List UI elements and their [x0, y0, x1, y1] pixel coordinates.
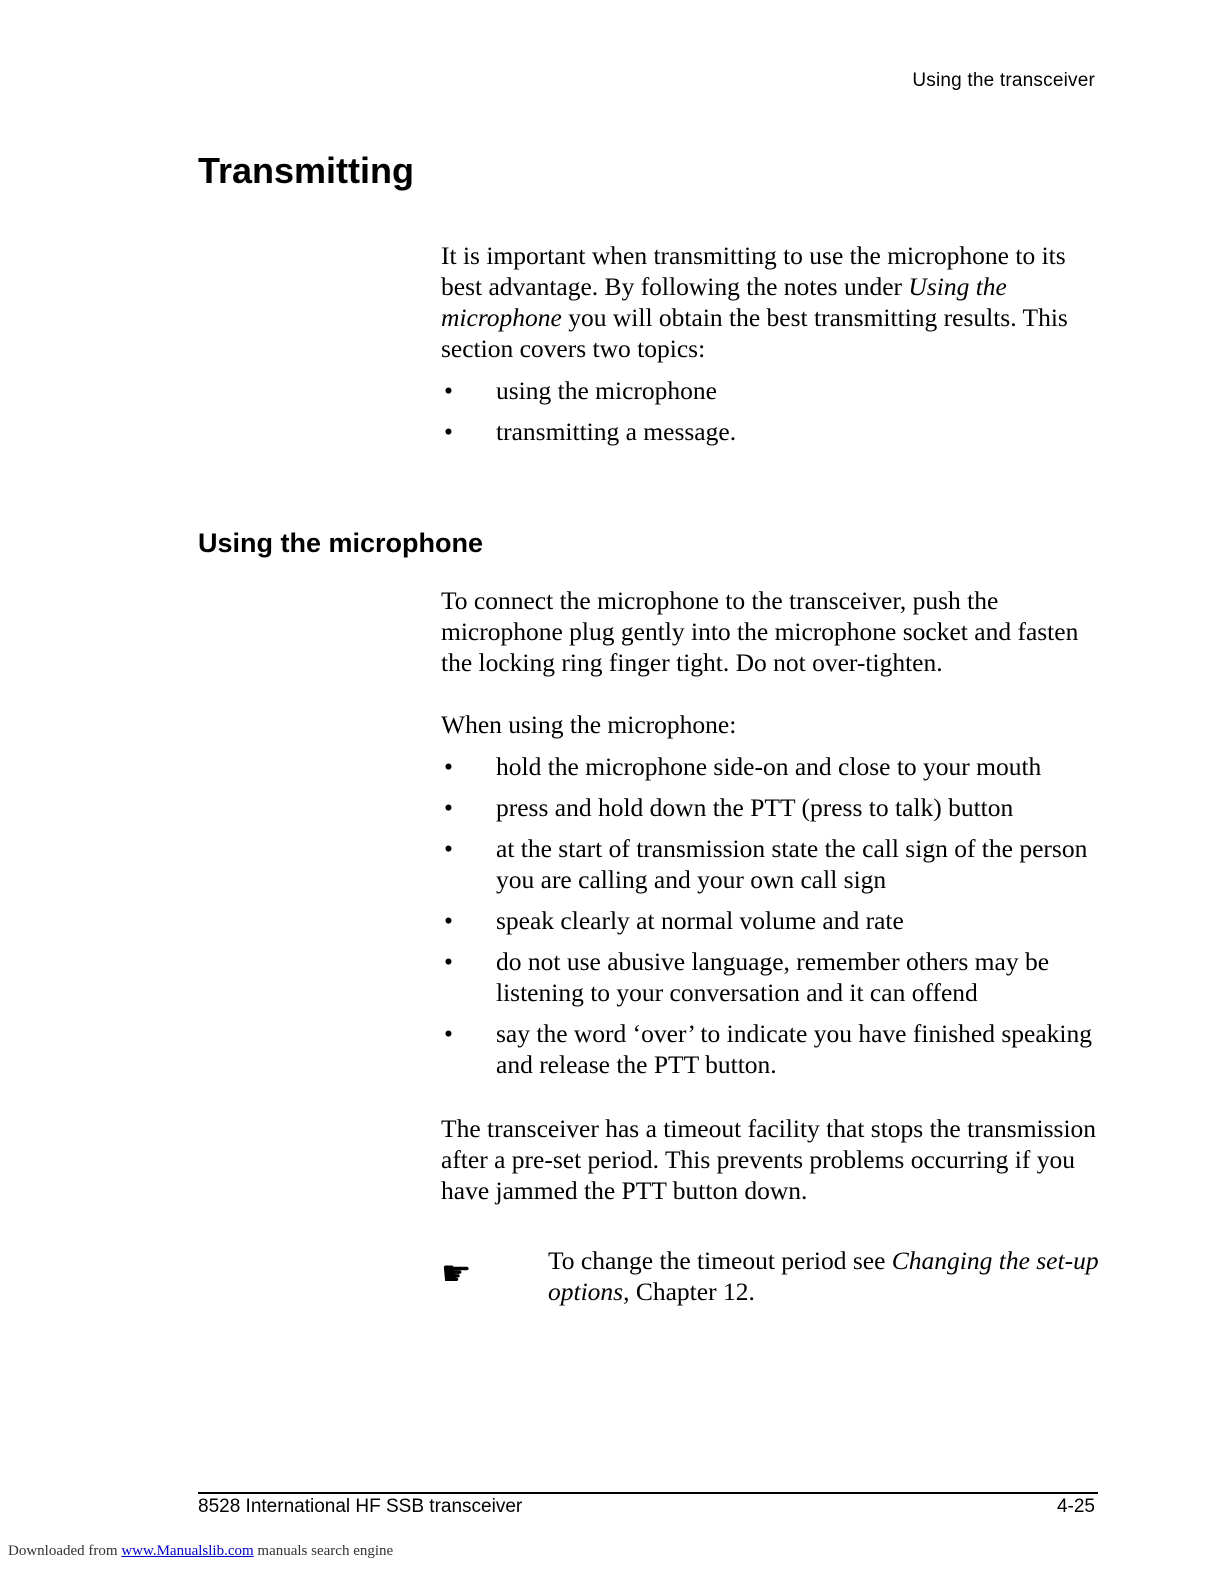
- list-item-text: speak clearly at normal volume and rate: [496, 906, 904, 935]
- intro-text-1: It is important when transmitting to use the microphone to its best advantage. By following the notes under: [441, 241, 1066, 301]
- intro-text-2: you will obtain the best transmitting results. This section covers two topics:: [441, 303, 1068, 363]
- bullet-icon: •: [444, 417, 453, 446]
- list-item-text: hold the microphone side-on and close to your mouth: [496, 752, 1042, 781]
- list-item: [441, 375, 1121, 406]
- list-item: [441, 1018, 1121, 1080]
- bullet-icon: •: [444, 834, 453, 863]
- list-item: [441, 751, 1121, 782]
- connect-paragraph: To connect the microphone to the transceiver, push the microphone plug gently into the microphone socket and fasten the locking ring finger tight. Do not over-tighten.: [441, 586, 1079, 677]
- list-item: [441, 946, 1121, 1008]
- pointing-hand-icon: ☛: [441, 1254, 472, 1294]
- page-number: 4-25: [1056, 1496, 1095, 1517]
- list-item-text: do not use abusive language, remember others may be listening to your conversation and it can offend: [496, 947, 1050, 1007]
- intro-cross-reference: Using the microphone: [441, 272, 1007, 332]
- list-item: [441, 416, 1121, 447]
- list-item-text: at the start of transmission state the call sign of the person you are calling and your own call sign: [496, 834, 1088, 894]
- tips-list: [441, 751, 1121, 1090]
- page-title: Transmitting: [198, 150, 415, 191]
- list-item-text: press and hold down the PTT (press to talk) button: [496, 793, 1014, 822]
- download-suffix: manuals search engine: [253, 1543, 394, 1559]
- footer-title: 8528 International HF SSB transceiver: [198, 1496, 523, 1517]
- bullet-icon: •: [444, 1019, 453, 1048]
- when-using-paragraph: When using the microphone:: [441, 710, 737, 739]
- bullet-icon: •: [444, 752, 453, 781]
- note-text: [548, 1245, 1108, 1307]
- bullet-icon: •: [444, 906, 453, 935]
- topics-list: [441, 375, 1121, 457]
- running-head: Using the transceiver: [912, 70, 1095, 91]
- list-item-text: using the microphone: [496, 376, 717, 405]
- manualslib-link[interactable]: www.Manualslib.com: [121, 1543, 254, 1559]
- note-text-2: , Chapter 12.: [623, 1277, 755, 1306]
- list-item: [441, 792, 1121, 823]
- list-item-text: transmitting a message.: [496, 417, 737, 446]
- section-heading: Using the microphone: [198, 528, 484, 558]
- download-prefix: Downloaded from: [8, 1543, 122, 1559]
- bullet-icon: •: [444, 376, 453, 405]
- intro-paragraph: [441, 240, 1111, 364]
- download-notice: [8, 1543, 393, 1560]
- list-item-text: say the word ‘over’ to indicate you have finished speaking and release the PTT button.: [496, 1019, 1093, 1079]
- timeout-paragraph: The transceiver has a timeout facility that stops the transmission after a pre-set period. This prevents problems occurring if you have jammed the PTT button down.: [441, 1114, 1097, 1205]
- note-text-1: To change the timeout period see: [548, 1246, 892, 1275]
- footer-rule: [198, 1492, 1098, 1494]
- list-item: [441, 833, 1121, 895]
- list-item: [441, 905, 1121, 936]
- note-cross-reference: Changing the set-up options: [548, 1246, 1099, 1306]
- bullet-icon: •: [444, 947, 453, 976]
- bullet-icon: •: [444, 793, 453, 822]
